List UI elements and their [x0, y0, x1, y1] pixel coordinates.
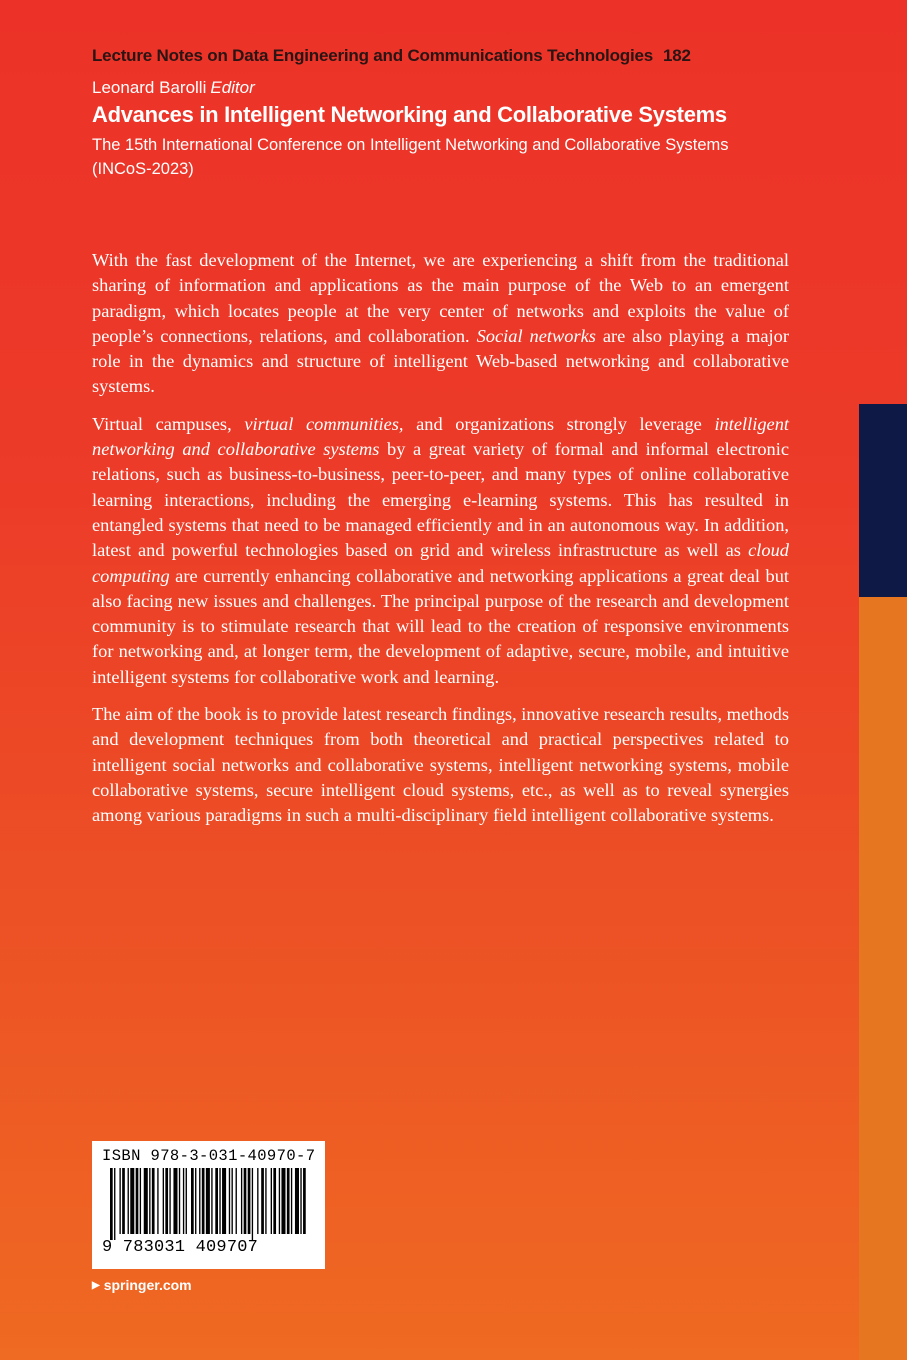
series-line: [92, 46, 812, 66]
barcode-bars: [98, 1168, 319, 1240]
barcode-bar: [287, 1168, 290, 1234]
barcode-bar: [163, 1168, 164, 1234]
barcode-bar: [122, 1168, 125, 1234]
barcode-bar: [140, 1168, 141, 1234]
barcode-bar: [257, 1168, 258, 1234]
paragraph-3: The aim of the book is to provide latest research findings, innovative research results, methods and development techniques from both theoretical and practical perspectives related to intelligent social networks and collaborative systems, intelligent networking systems, mobile collaborative systems, secure intelligent cloud systems, etc., as well as to reveal synergies among various paradigms in such a multi-disciplinary field intelligent collaborative systems.: [92, 704, 789, 826]
p2-emphasis-2: intelligent networking and collaborative systems: [92, 413, 790, 460]
barcode-bar: [130, 1168, 134, 1234]
volume-number: 182: [662, 46, 691, 65]
barcode-bar: [244, 1168, 247, 1234]
p2-emphasis-1: virtual communities,: [244, 413, 404, 434]
barcode-bar: [152, 1168, 155, 1234]
barcode-bar: [169, 1168, 170, 1234]
barcode-bar: [248, 1168, 251, 1234]
publisher-url[interactable]: [92, 1277, 192, 1293]
barcode-bar: [219, 1168, 220, 1234]
barcode-bar: [232, 1168, 233, 1234]
spine-accent-orange: [859, 597, 907, 1360]
barcode-bar: [273, 1168, 276, 1234]
p1-text-b: are also playing a major role in the dynamics and structure of intelligent Web-based networking and collaborative systems.: [92, 325, 789, 397]
barcode-bar: [149, 1168, 150, 1234]
p2-text-d: are currently enhancing collaborative and networking applications a great deal but also facing new issues and challenges. The principal purpose of the research and development community is to stimulate research that will lead to the creation of responsive environments for networking and, at longer term, the development of adaptive, secure, mobile, and intuitive intelligent systems for collaborative work and learning.: [92, 565, 789, 687]
barcode-bar: [271, 1168, 272, 1234]
barcode-bar: [265, 1168, 266, 1234]
barcode-bar: [222, 1168, 226, 1234]
barcode-bar: [173, 1168, 177, 1234]
p2-text-a: Virtual campuses,: [92, 413, 245, 434]
barcode-bar: [236, 1168, 237, 1234]
barcode-bar: [165, 1168, 168, 1234]
barcode-bar: [119, 1168, 120, 1234]
spine-accent-navy: [859, 404, 907, 597]
barcode-bar: [206, 1168, 210, 1234]
p2-text-c: by a great variety of formal and informal electronic relations, such as business-to-business, peer-to-peer, and many types of online collaborative learning interactions, including the emerging e-learning systems. This has resulted in entangled systems that need to be managed efficiently and in an autonomous way. In addition, latest and powerful technologies based on grid and wireless infrastructure as well as: [92, 439, 789, 561]
editor-role: Editor: [210, 78, 255, 97]
barcode-bar: [279, 1168, 280, 1234]
barcode-bar: [114, 1168, 115, 1240]
barcode-bar: [215, 1168, 218, 1234]
barcode-bar: [128, 1168, 129, 1234]
barcode-bar: [186, 1168, 187, 1234]
p1-emphasis: Social networks: [476, 325, 596, 346]
series-name: Lecture Notes on Data Engineering and Communications Technologies: [92, 46, 653, 65]
isbn-barcode: [92, 1141, 325, 1269]
isbn-label: ISBN 978-3-031-40970-7: [102, 1147, 316, 1165]
barcode-bar: [241, 1168, 242, 1234]
barcode-bar: [295, 1168, 299, 1234]
barcode-bar: [110, 1168, 113, 1240]
barcode-bar: [183, 1168, 184, 1234]
barcode-bar: [261, 1168, 264, 1234]
barcode-bar: [144, 1168, 148, 1234]
barcode-bar: [195, 1168, 196, 1234]
barcode-digits: 9 783031 409707: [102, 1238, 259, 1257]
p2-emphasis-3: cloud computing: [92, 540, 789, 586]
editor-line: [92, 78, 812, 98]
paragraph-1: [92, 248, 789, 400]
barcode-bar: [281, 1168, 285, 1234]
barcode-bar: [303, 1168, 306, 1234]
barcode-bar: [300, 1168, 301, 1234]
book-title: Advances in Intelligent Networking and Collaborative Systems: [92, 102, 727, 127]
triangle-right-icon: ▶: [92, 1279, 100, 1291]
barcode-bar: [179, 1168, 180, 1234]
barcode-bar: [229, 1168, 230, 1234]
book-subtitle: The 15th International Conference on Intelligent Networking and Collaborative Systems (INCoS-2023): [92, 136, 729, 178]
barcode-bar: [291, 1168, 292, 1234]
publisher-url-text: springer.com: [103, 1277, 192, 1293]
barcode-bar: [252, 1168, 253, 1240]
p2-text-b: and organizations strongly leverage: [403, 413, 715, 434]
barcode-bar: [202, 1168, 205, 1234]
barcode-bar: [191, 1168, 194, 1234]
paragraph-2: [92, 412, 789, 690]
barcode-bar: [199, 1168, 200, 1234]
cover-header: [92, 46, 812, 181]
barcode-bar: [157, 1168, 158, 1234]
blurb-text: [92, 248, 789, 841]
p1-text-a: With the fast development of the Internet, we are experiencing a shift from the traditional sharing of information and applications as the main purpose of the Web to an emergent paradigm, which locates people at the very center of networks and exploits the value of people’s connections, relations, and collaboration.: [92, 250, 789, 346]
barcode-bar: [211, 1168, 212, 1234]
editor-name: Leonard Barolli: [92, 78, 207, 97]
barcode-bar: [136, 1168, 139, 1234]
